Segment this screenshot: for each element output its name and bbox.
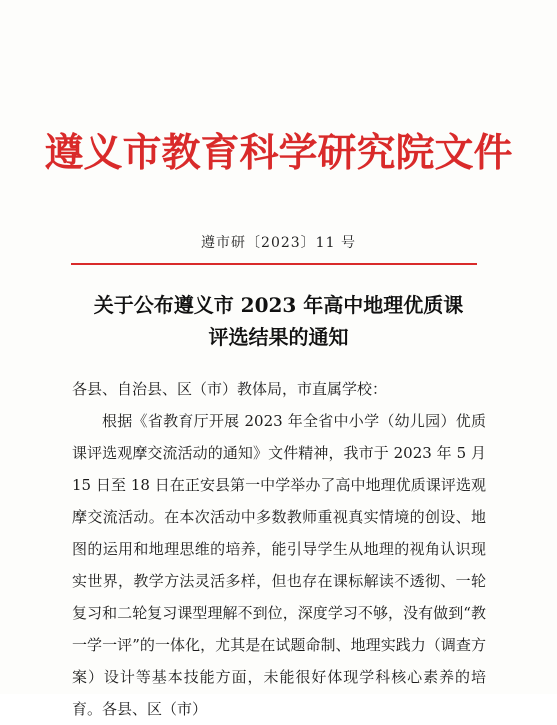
body-paragraph: 根据《省教育厅开展 2023 年全省中小学（幼儿园）优质课评选观摩交流活动的通知》文件精神，我市于 2023 年 5 月 15 日至 18 日在正安县第一中学举办了高中地理优质课评选观摩交流活动。在本次活动中多数教师重视真实情境的创设、地图的运用和地理思维的培养，能引导学生从地理的视角认识现实世界，教学方法灵活多样，但也存在课标解读不透彻、一轮复习和二轮复习课型理解不到位，深度学习不够，没有做到“教一学一评”的一体化，尤其是在试题命制、地理实践力（调查方案）设计等基本技能方面，未能很好体现学科核心素养的培育。各县、区（市） — [72, 412, 486, 718]
notice-title-line-1: 关于公布遵义市 2023 年高中地理优质课 — [93, 293, 464, 317]
notice-body — [72, 373, 486, 725]
issuer-header-title: 遵义市教育科学研究院文件 — [44, 130, 513, 176]
salutation: 各县、自治县、区（市）教体局，市直属学校： — [72, 380, 388, 398]
notice-title-line-2: 评选结果的通知 — [208, 325, 349, 349]
document-number: 遵市研〔2023〕11 号 — [201, 235, 356, 251]
red-divider-line — [71, 263, 477, 265]
notice-title — [0, 289, 557, 353]
